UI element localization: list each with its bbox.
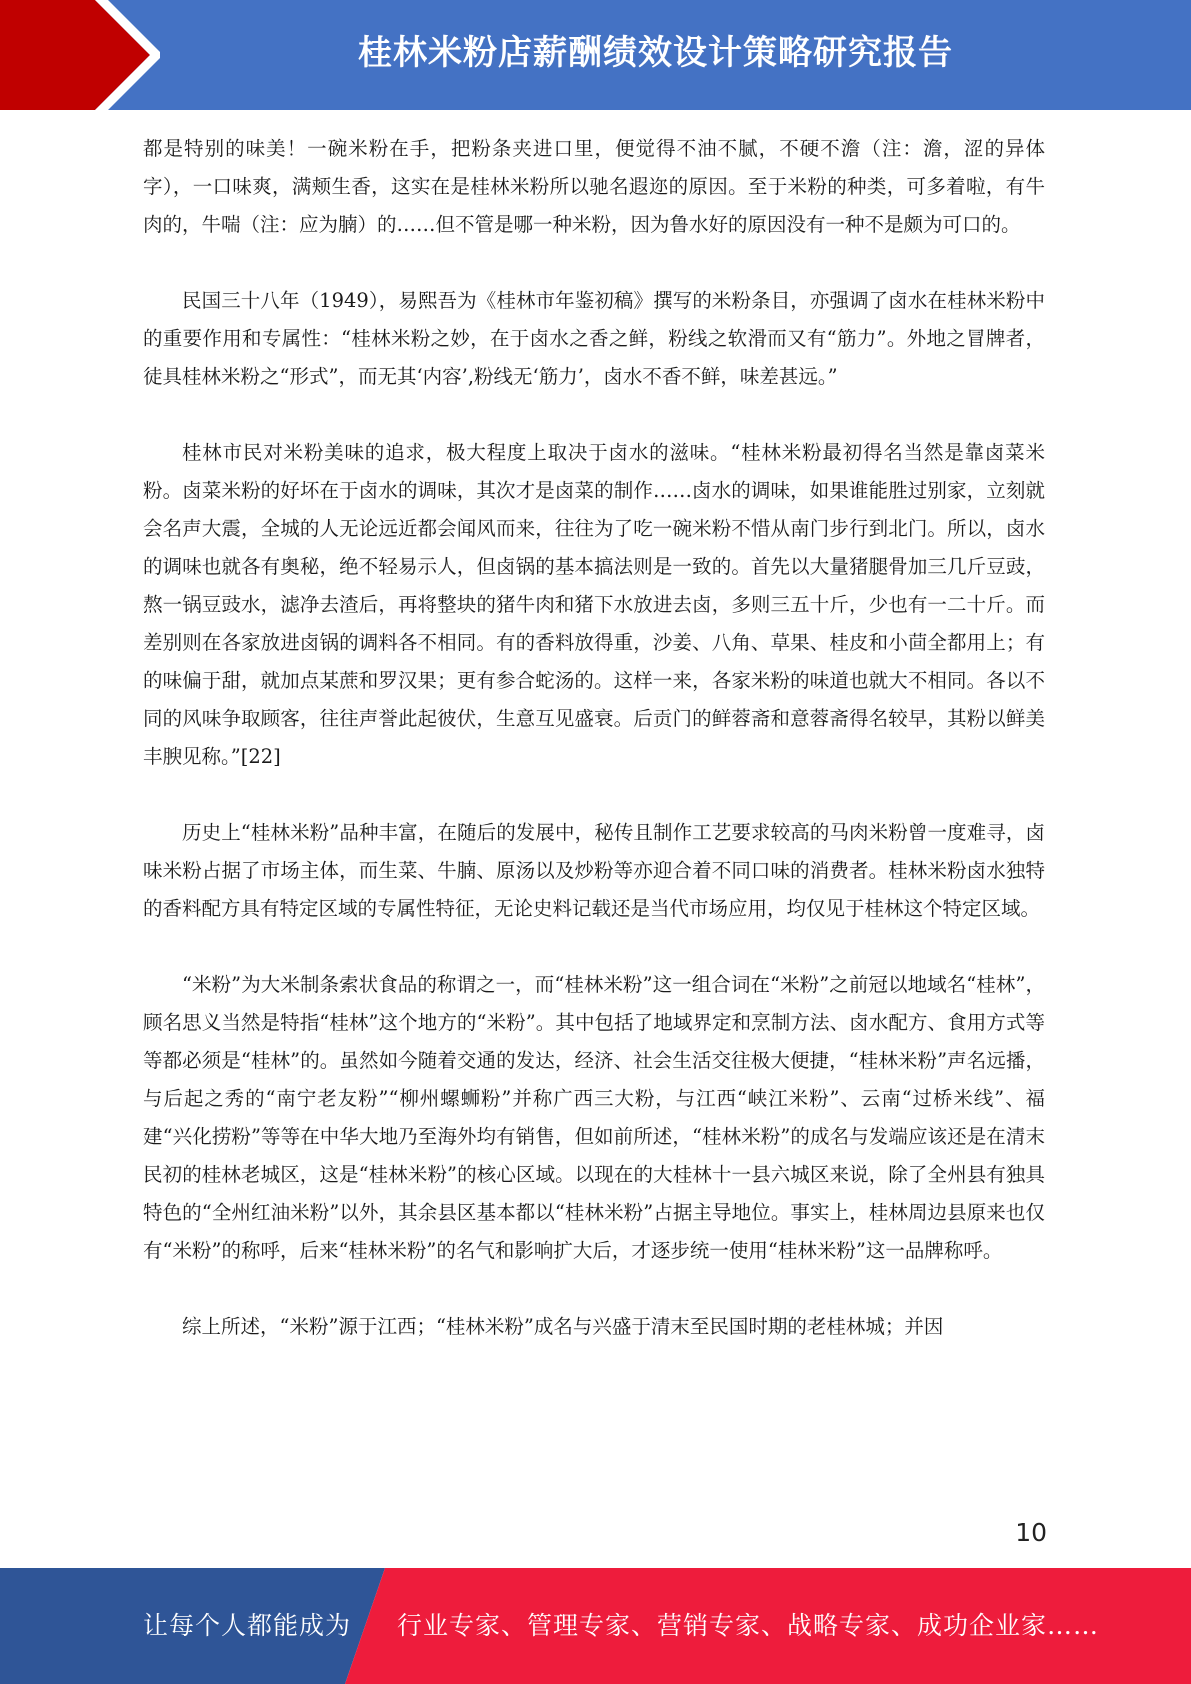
footer-slogan-left: 让每个人都能成为 [143, 1611, 352, 1640]
page-header [0, 0, 1191, 110]
page-title: 桂林米粉店薪酬绩效设计策略研究报告 [358, 33, 953, 73]
footer-slogan-right: 行业专家、管理专家、营销专家、战略专家、成功企业家…… [397, 1611, 1100, 1640]
page-number: 10 [1015, 1518, 1047, 1547]
header-arrow-decoration [0, 0, 160, 110]
header-red-arrow-shape [0, 0, 150, 110]
body-paragraph: 都是特别的味美！一碗米粉在手，把粉条夹进口里，便觉得不油不腻，不硬不澹（注：澹，涩的异体字），一口味爽，满颊生香，这实在是桂林米粉所以驰名遐迩的原因。至于米粉的种类，可多着啦，有牛肉的，牛喘（注：应为腩）的……但不管是哪一种米粉，因为鲁水好的原因没有一种不是颇为可口的。 [143, 137, 1045, 236]
body-paragraph: 桂林市民对米粉美味的追求，极大程度上取决于卤水的滋味。“桂林米粉最初得名当然是靠卤菜米粉。卤菜米粉的好坏在于卤水的调味，其次才是卤菜的制作……卤水的调味，如果谁能胜过别家，立刻就会名声大震，全城的人无论远近都会闻风而来，往往为了吃一碗米粉不惜从南门步行到北门。所以，卤水的调味也就各有奥秘，绝不轻易示人，但卤锅的基本搞法则是一致的。首先以大量猪腿骨加三几斤豆豉，熬一锅豆豉水，滤净去渣后，再将整块的猪牛肉和猪下水放进去卤，多则三五十斤，少也有一二十斤。而差别则在各家放进卤锅的调料各不相同。有的香料放得重，沙姜、八角、草果、桂皮和小茴全都用上；有的味偏于甜，就加点某蔗和罗汉果；更有参合蛇汤的。这样一来，各家米粉的味道也就大不相同。各以不同的风味争取顾客，往往声誉此起彼伏，生意互见盛衰。后贡门的鲜蓉斋和意蓉斋得名较早，其粉以鲜美丰腴见称。”[22] [143, 441, 1045, 768]
page-footer [0, 1568, 1191, 1684]
body-paragraph: “米粉”为大米制条索状食品的称谓之一，而“桂林米粉”这一组合词在“米粉”之前冠以地域名“桂林”，顾名思义当然是特指“桂林”这个地方的“米粉”。其中包括了地域界定和烹制方法、卤水配方、食用方式等等都必须是“桂林”的。虽然如今随着交通的发达，经济、社会生活交往极大便捷，“桂林米粉”声名远播，与后起之秀的“南宁老友粉”“柳州螺蛳粉”并称广西三大粉，与江西“峡江米粉”、云南“过桥米线”、福建“兴化捞粉”等等在中华大地乃至海外均有销售，但如前所述，“桂林米粉”的成名与发端应该还是在清末民初的桂林老城区，这是“桂林米粉”的核心区域。以现在的大桂林十一县六城区来说，除了全州县有独具特色的“全州红油米粉”以外，其余县区基本都以“桂林米粉”占据主导地位。事实上，桂林周边县原来也仅有“米粉”的称呼，后来“桂林米粉”的名气和影响扩大后，才逐步统一使用“桂林米粉”这一品牌称呼。 [143, 973, 1045, 1262]
body-paragraph: 综上所述，“米粉”源于江西；“桂林米粉”成名与兴盛于清末至民国时期的老桂林城；并因 [182, 1315, 944, 1338]
document-body [143, 130, 1045, 1384]
body-paragraph: 民国三十八年（1949），易熙吾为《桂林市年鉴初稿》撰写的米粉条目，亦强调了卤水在桂林米粉中的重要作用和专属性：“桂林米粉之妙，在于卤水之香之鲜，粉线之软滑而又有“筋力”。外地之冒牌者，徒具桂林米粉之“形式”，而无其‘内容’,粉线无‘筋力’，卤水不香不鲜，味差甚远。” [143, 289, 1045, 388]
body-paragraph: 历史上“桂林米粉”品种丰富，在随后的发展中，秘传且制作工艺要求较高的马肉米粉曾一度难寻，卤味米粉占据了市场主体，而生菜、牛腩、原汤以及炒粉等亦迎合着不同口味的消费者。桂林米粉卤水独特的香料配方具有特定区域的专属性特征，无论史料记载还是当代市场应用，均仅见于桂林这个特定区域。 [143, 821, 1045, 920]
